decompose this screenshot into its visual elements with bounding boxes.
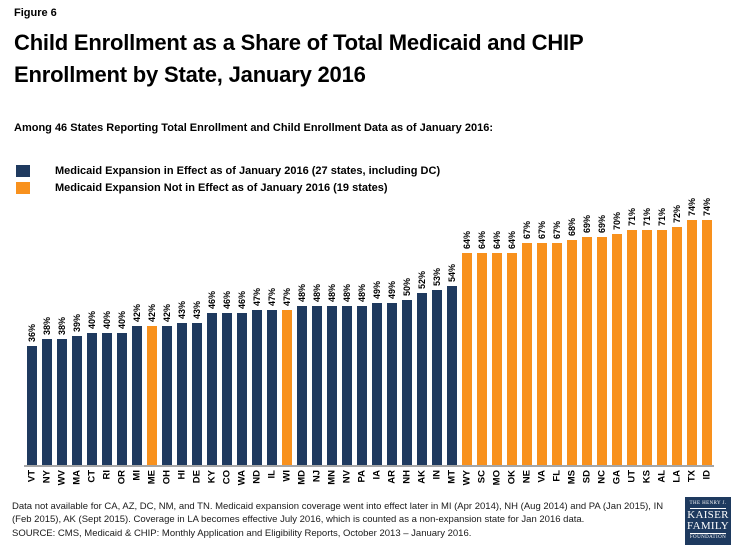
bar-ma [72,336,82,465]
bar-slot-tx [684,197,699,483]
bar-slot-nc [594,214,609,484]
bar-value-label-wa: 46% [236,290,247,309]
x-axis-label-wi: WI [281,470,292,482]
bar-ut [627,230,637,465]
bar-slot-ms [564,217,579,485]
bar-ms [567,240,577,465]
source-text: SOURCE: CMS, Medicaid & CHIP: Monthly Application and Eligibility Reports, October 2013 – January 2016. [12,527,472,539]
bar-wa [237,313,247,465]
bar-value-label-ga: 70% [611,211,622,230]
bar-value-label-wv: 38% [56,316,67,335]
legend [16,162,440,196]
x-axis-label-la: LA [671,470,682,483]
x-axis-label-me: ME [146,470,157,485]
x-axis-label-co: CO [221,470,232,485]
bar-slot-ar [384,217,399,484]
x-axis-label-nv: NV [341,470,352,484]
x-axis-label-fl: FL [551,470,562,482]
bar-ne [522,243,532,465]
x-axis-label-ut: UT [626,470,637,483]
bar-nv [342,306,352,465]
kff-logo-line2: KAISER [687,509,729,521]
bar-oh [162,326,172,465]
x-axis-label-pa: PA [356,470,367,483]
bar-value-label-vt: 36% [26,323,37,342]
x-axis-label-nc: NC [596,470,607,484]
bar-slot-ok [504,217,519,485]
bar-nd [252,310,262,465]
bar-value-label-sd: 69% [581,214,592,233]
bar-slot-ky [204,217,219,484]
bar-value-label-ak: 52% [416,270,427,289]
x-axis-label-hi: HI [176,470,187,480]
legend-label-expansion: Medicaid Expansion in Effect as of January 2016 (27 states, including DC) [55,164,441,177]
x-axis-label-ia: IA [371,470,382,480]
bar-ga [612,234,622,465]
bar-la [672,227,682,465]
bar-ia [372,303,382,465]
x-axis-label-wa: WA [236,470,247,486]
bar-slot-de [189,217,204,484]
x-axis-label-oh: OH [161,470,172,485]
bar-slot-md [294,217,309,485]
bar-md [297,306,307,465]
bar-slot-nj [309,217,324,483]
bar-value-label-nv: 48% [341,283,352,302]
bar-slot-mt [444,217,459,484]
bar-value-label-hi: 43% [176,300,187,319]
figure-label: Figure 6 [14,7,57,19]
bar-value-label-va: 67% [536,220,547,239]
bar-slot-va [534,217,549,483]
legend-swatch-non-expansion [16,182,30,194]
bar-slot-sd [579,214,594,484]
bar-slot-nv [339,217,354,484]
x-axis-label-ks: KS [641,470,652,484]
bar-value-label-mt: 54% [446,263,457,282]
x-axis-label-mi: MI [131,470,142,481]
bar-slot-nd [249,217,264,484]
bar-slot-mi [129,217,144,481]
bar-slot-la [669,204,684,483]
bar-vt [27,346,37,465]
bar-value-label-il: 47% [266,287,277,306]
bar-slot-ri [99,217,114,480]
x-axis-label-nj: NJ [311,470,322,483]
kff-logo-line3: FAMILY [686,520,730,532]
page-title: Child Enrollment as a Share of Total Medicaid and CHIP Enrollment by State, January 2016 [14,30,584,87]
bar-value-label-ct: 40% [86,310,97,329]
x-axis-label-mn: MN [326,470,337,485]
x-axis-label-ne: NE [521,470,532,484]
x-axis-label-ct: CT [86,470,97,483]
legend-item-non-expansion [16,179,440,196]
bar-co [222,313,232,465]
legend-label-non-expansion: Medicaid Expansion Not in Effect as of January 2016 (19 states) [55,181,388,194]
x-axis-label-ak: AK [416,470,427,484]
bar-hi [177,323,187,465]
bar-va [537,243,547,465]
bar-value-label-ms: 68% [566,217,577,236]
bar-ct [87,333,97,465]
bar-ky [207,313,217,465]
x-axis-label-va: VA [536,470,547,483]
bar-slot-in [429,217,444,480]
bar-ny [42,339,52,465]
bar-slot-wy [459,217,474,486]
bar-slot-ct [84,217,99,483]
bar-value-label-or: 40% [116,310,127,329]
kff-logo-line4: FOUNDATION [689,535,727,540]
legend-swatch-expansion [16,165,30,177]
bar-value-label-ny: 38% [41,316,52,335]
bar-slot-id [699,197,714,480]
bar-value-label-la: 72% [671,204,682,223]
bar-wv [57,339,67,465]
bar-sd [582,237,592,465]
bar-value-label-ar: 49% [386,280,397,299]
bar-ri [102,333,112,465]
bar-nc [597,237,607,465]
bar-value-label-ri: 40% [101,310,112,329]
bar-slot-nh [399,217,414,484]
bar-mt [447,286,457,465]
bar-value-label-oh: 42% [161,303,172,322]
bar-value-label-fl: 67% [551,220,562,239]
bar-slot-il [264,217,279,479]
x-axis-label-wy: WY [461,470,472,486]
x-axis-label-sd: SD [581,470,592,484]
footnote [12,500,678,540]
bar-slot-sc [474,217,489,484]
bar-slot-ny [39,217,54,484]
bar-ks [642,230,652,465]
x-axis-label-ms: MS [566,470,577,485]
bar-value-label-ks: 71% [641,207,652,226]
bar-slot-co [219,217,234,485]
bar-slot-ak [414,217,429,484]
bar-slot-ut [624,207,639,483]
bar-slot-ma [69,217,84,485]
bar-value-label-wi: 47% [281,287,292,306]
bar-slot-wa [234,217,249,486]
bar-de [192,323,202,465]
bar-nh [402,300,412,465]
x-axis-label-al: AL [656,470,667,483]
bar-il [267,310,277,465]
bar-wy [462,253,472,465]
x-axis-label-md: MD [296,470,307,485]
x-axis-label-ri: RI [101,470,112,480]
bar-value-label-pa: 48% [356,283,367,302]
bar-value-label-ia: 49% [371,280,382,299]
x-axis-label-wv: WV [56,470,67,486]
bar-slot-ia [369,217,384,480]
bar-value-label-de: 43% [191,300,202,319]
bar-value-label-in: 53% [431,267,442,286]
bar-id [702,220,712,465]
x-axis-label-in: IN [431,470,442,480]
x-axis-label-nh: NH [401,470,412,484]
bar-slot-me [144,217,159,485]
bar-fl [552,243,562,465]
bar-value-label-ky: 46% [206,290,217,309]
bar-value-label-mo: 64% [491,230,502,249]
bar-value-label-mi: 42% [131,303,142,322]
bar-or [117,333,127,465]
bar-value-label-nj: 48% [311,283,322,302]
x-axis-label-or: OR [116,470,127,485]
bar-tx [687,220,697,465]
bar-nj [312,306,322,465]
x-axis-label-nd: ND [251,470,262,484]
bar-sc [477,253,487,465]
kff-logo-line1: THE HENRY J. [689,501,727,506]
chart-subtitle: Among 46 States Reporting Total Enrollment and Child Enrollment Data as of January 2016: [14,122,493,134]
legend-item-expansion [16,162,440,179]
bar-slot-wv [54,217,69,486]
x-axis-label-id: ID [701,470,712,480]
bar-me [147,326,157,465]
bar-slot-ga [609,211,624,485]
bar-ar [387,303,397,465]
bar-value-label-md: 48% [296,283,307,302]
bar-mi [132,326,142,465]
bar-slot-pa [354,217,369,483]
bar-slot-mo [489,217,504,486]
bar-value-label-ne: 67% [521,220,532,239]
bar-mo [492,253,502,465]
bar-al [657,230,667,465]
bar-ak [417,293,427,465]
bar-value-label-nd: 47% [251,287,262,306]
x-axis-label-ma: MA [71,470,82,485]
x-axis-label-ky: KY [206,470,217,484]
x-axis-label-ok: OK [506,470,517,485]
x-axis-label-ar: AR [386,470,397,484]
bar-slot-fl [549,217,564,482]
bar-value-label-mn: 48% [326,283,337,302]
bar-chart [24,197,714,486]
bar-value-label-al: 71% [656,207,667,226]
bar-slot-al [654,207,669,483]
bar-value-label-me: 42% [146,303,157,322]
bar-value-label-nh: 50% [401,277,412,296]
bar-slot-hi [174,217,189,480]
x-axis-label-ga: GA [611,470,622,485]
x-axis-label-de: DE [191,470,202,484]
bar-value-label-wy: 64% [461,230,472,249]
footnote-text: Data not available for CA, AZ, DC, NM, and TN. Medicaid expansion coverage went into effect later in MI (Apr 2014), NH (Aug 2014) and PA (Jan 2015), IN (Feb 2015), AK (Sept 2015). Coverage in LA becomes effective July 2016, which is counted as a non-expansion state for Jan 2016 data. [12,501,664,526]
x-axis-label-vt: VT [26,470,37,483]
bar-slot-vt [24,217,39,483]
bar-slot-ks [639,207,654,484]
bar-value-label-co: 46% [221,290,232,309]
x-axis-label-sc: SC [476,470,487,484]
bar-value-label-sc: 64% [476,230,487,249]
bar-pa [357,306,367,465]
kff-logo [685,497,731,545]
x-axis-label-mo: MO [491,470,502,486]
bar-value-label-id: 74% [701,197,712,216]
x-axis-label-il: IL [266,470,277,479]
bar-wi [282,310,292,465]
bar-value-label-tx: 74% [686,197,697,216]
bar-slot-ne [519,217,534,484]
bar-value-label-ma: 39% [71,313,82,332]
x-axis-label-ny: NY [41,470,52,484]
kff-logo-separator-bottom [690,533,726,534]
bar-value-label-nc: 69% [596,214,607,233]
bar-in [432,290,442,465]
bar-value-label-ok: 64% [506,230,517,249]
x-axis-label-tx: TX [686,470,697,483]
bar-slot-or [114,217,129,485]
bar-slot-oh [159,217,174,485]
bar-ok [507,253,517,465]
bar-slot-mn [324,217,339,485]
x-axis-label-mt: MT [446,470,457,484]
bar-slot-wi [279,217,294,482]
bar-mn [327,306,337,465]
bar-value-label-ut: 71% [626,207,637,226]
